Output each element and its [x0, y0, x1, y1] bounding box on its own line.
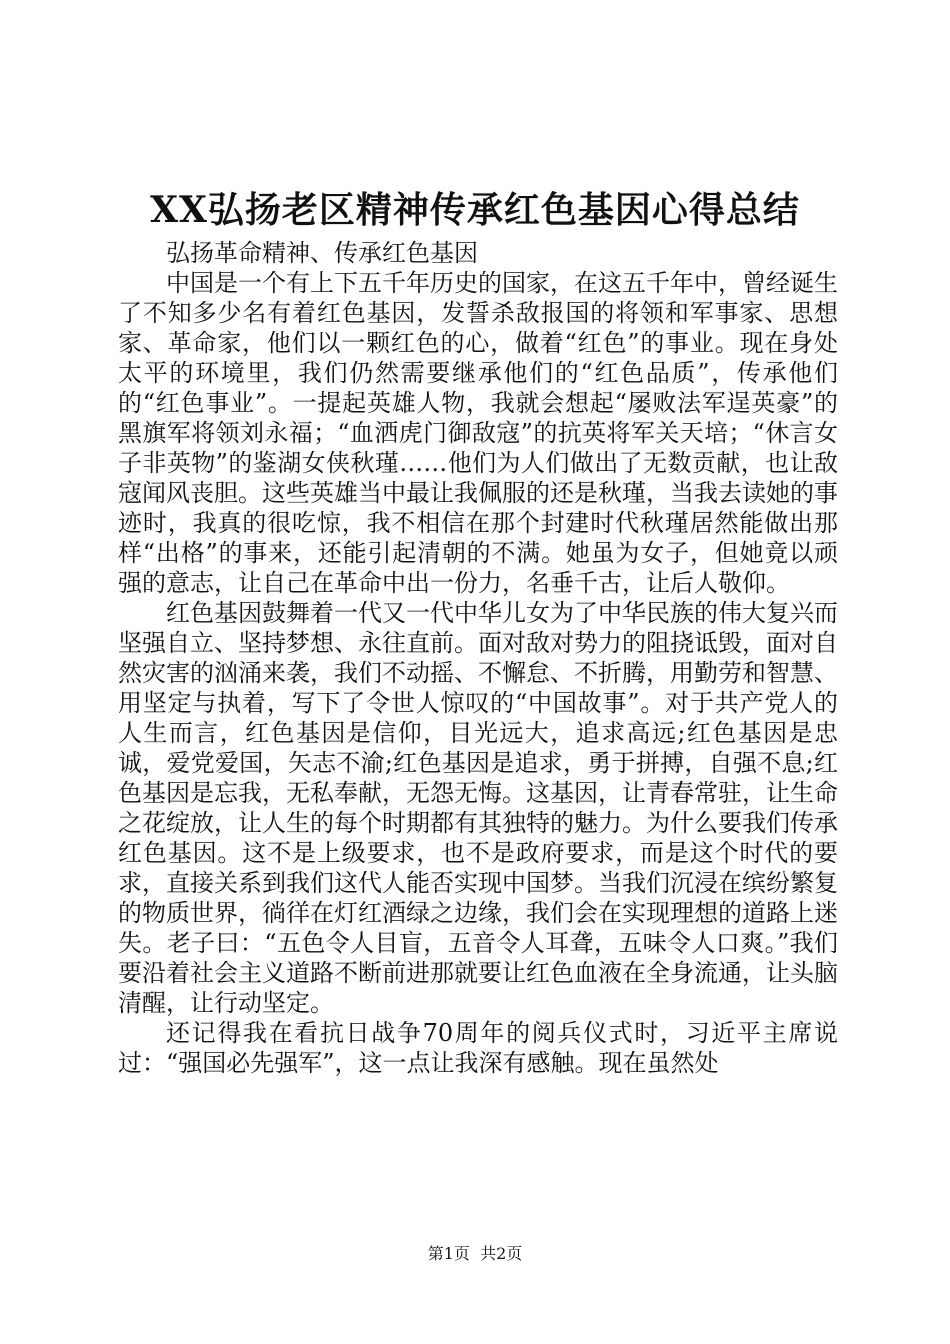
page-number: 第1页	[427, 1244, 470, 1263]
body-paragraph: 中国是一个有上下五千年历史的国家，在这五千年中，曾经诞生了不知多少名有着红色基因，发誓杀敌报国的将领和军事家、思想家、革命家，他们以一颗红色的心，做着“红色”的事业。现在身处太平的环境里，我们仍然需要继承他们的“红色品质”，传承他们的“红色事业”。一提起英雄人物，我就会想起“屡败法军逞英豪”的黑旗军将领刘永福；“血洒虎门御敌寇”的抗英将军关天培；“休言女子非英物”的鉴湖女侠秋瑾……他们为人们做出了无数贡献，也让敌寇闻风丧胆。这些英雄当中最让我佩服的还是秋瑾，当我去读她的事迹时，我真的很吃惊，我不相信在那个封建时代秋瑾居然能做出那样“出格”的事来，还能引起清朝的不满。她虽为女子，但她竟以顽强的意志，让自己在革命中出一份力，名垂千古，让后人敬仰。	[118, 269, 838, 597]
document-title: XX弘扬老区精神传承红色基因心得总结	[150, 189, 800, 231]
body-paragraph: 还记得我在看抗日战争70周年的阅兵仪式时，习近平主席说过：“强国必先强军”，这一点让我深有感触。现在虽然处	[118, 1019, 838, 1077]
page-total: 共2页	[480, 1244, 523, 1263]
subtitle-paragraph: 弘扬革命精神、传承红色基因	[166, 239, 478, 267]
page-footer	[0, 1243, 950, 1265]
document-body	[118, 238, 838, 1078]
footer-separator	[470, 1244, 480, 1263]
body-paragraph: 红色基因鼓舞着一代又一代中华儿女为了中华民族的伟大复兴而坚强自立、坚持梦想、永往直前。面对敌对势力的阻挠诋毁，面对自然灾害的汹涌来袭，我们不动摇、不懈怠、不折腾，用勤劳和智慧、用坚定与执着，写下了令世人惊叹的“中国故事”。对于共产党人的人生而言，红色基因是信仰，目光远大，追求高远;红色基因是忠诚，爱党爱国，矢志不渝;红色基因是追求，勇于拼搏，自强不息;红色基因是忘我，无私奉献，无怨无悔。这基因，让青春常驻，让生命之花绽放，让人生的每个时期都有其独特的魅力。为什么要我们传承红色基因。这不是上级要求，也不是政府要求，而是这个时代的要求，直接关系到我们这代人能否实现中国梦。当我们沉浸在缤纷繁复的物质世界，徜徉在灯红酒绿之边缘，我们会在实现理想的道路上迷失。老子曰：“五色令人目盲，五音令人耳聋，五味令人口爽。”我们要沿着社会主义道路不断前进那就要让红色血液在全身流通，让头脑清醒，让行动坚定。	[118, 599, 838, 1017]
